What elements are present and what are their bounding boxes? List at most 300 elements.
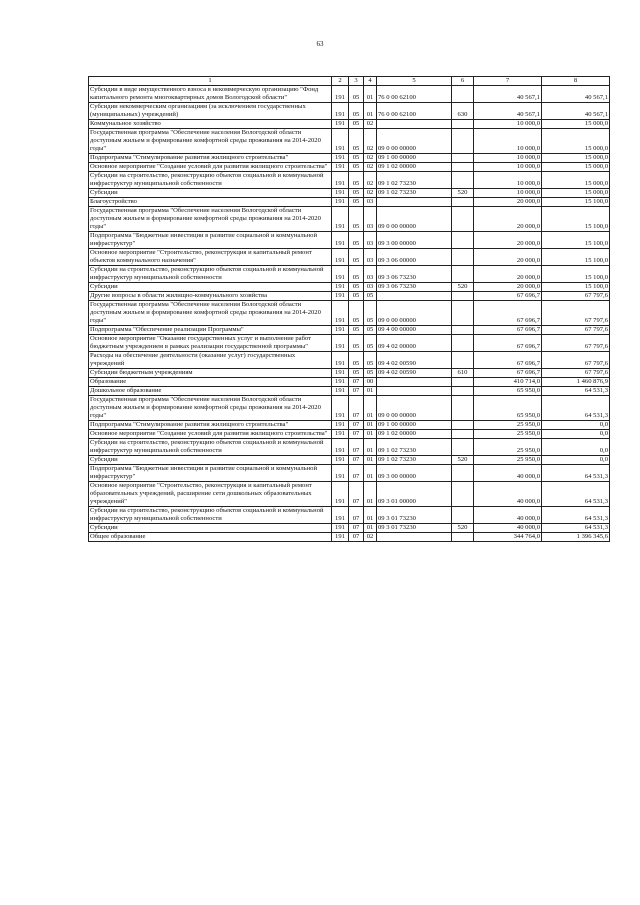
row-name: Основное мероприятие "Создание условий для развития жилищного строительства" [89, 430, 332, 439]
row-name: Другие вопросы в области жилищно-коммунального хозяйства [89, 292, 332, 301]
header-cell: 2 [332, 77, 349, 86]
row-section: 05 [349, 189, 364, 198]
row-grbs: 191 [332, 396, 349, 421]
row-amount-col7: 10 000,0 [474, 120, 542, 129]
row-section: 05 [349, 292, 364, 301]
row-target-article: 09 4 02 00590 [377, 352, 452, 369]
row-section: 05 [349, 335, 364, 352]
row-subsection: 01 [364, 430, 377, 439]
row-amount-col8: 15 100,0 [542, 266, 610, 283]
row-grbs: 191 [332, 120, 349, 129]
row-amount-col8: 0,0 [542, 430, 610, 439]
row-name: Государственная программа "Обеспечение населения Вологодской области доступным жильем и формирование комфортной среды проживания на 2014-2020 годы" [89, 129, 332, 154]
row-subsection: 02 [364, 154, 377, 163]
table-row [89, 172, 610, 189]
row-target-article: 09 3 01 00000 [377, 482, 452, 507]
row-name: Дошкольное образование [89, 387, 332, 396]
row-name: Общее образование [89, 533, 332, 542]
row-subsection: 05 [364, 292, 377, 301]
row-name: Субсидии некоммерческим организациям (за исключением государственных (муниципальных) учреждений) [89, 103, 332, 120]
row-grbs: 191 [332, 439, 349, 456]
row-section: 07 [349, 378, 364, 387]
row-target-article: 09 0 00 00000 [377, 207, 452, 232]
row-amount-col8: 67 797,6 [542, 326, 610, 335]
row-subsection: 01 [364, 482, 377, 507]
row-amount-col8: 67 797,6 [542, 301, 610, 326]
row-expense-type [452, 172, 474, 189]
table-row [89, 301, 610, 326]
row-target-article: 09 3 00 00000 [377, 465, 452, 482]
row-amount-col7: 25 950,0 [474, 439, 542, 456]
row-name: Субсидии на строительство, реконструкцию объектов социальной и коммунальной инфраструктур муниципальной собственности [89, 172, 332, 189]
row-subsection: 05 [364, 301, 377, 326]
table-row [89, 378, 610, 387]
row-name: Субсидии в виде имущественного взноса в некоммерческую организацию "Фонд капитального ремонта многоквартирных домов Вологодской области" [89, 86, 332, 103]
row-amount-col7: 25 950,0 [474, 421, 542, 430]
row-name: Государственная программа "Обеспечение населения Вологодской области доступным жильем и формирование комфортной среды проживания на 2014-2020 годы" [89, 396, 332, 421]
row-grbs: 191 [332, 189, 349, 198]
table-row [89, 283, 610, 292]
row-subsection: 02 [364, 533, 377, 542]
row-amount-col8: 40 567,1 [542, 86, 610, 103]
row-subsection: 01 [364, 421, 377, 430]
row-grbs: 191 [332, 369, 349, 378]
row-subsection: 03 [364, 249, 377, 266]
row-section: 05 [349, 198, 364, 207]
header-cell: 3 [349, 77, 364, 86]
row-grbs: 191 [332, 465, 349, 482]
page-number: 63 [316, 40, 324, 48]
row-amount-col7: 344 764,0 [474, 533, 542, 542]
table-row [89, 292, 610, 301]
row-grbs: 191 [332, 421, 349, 430]
row-amount-col7: 67 696,7 [474, 369, 542, 378]
table-body [89, 77, 610, 542]
row-name: Образование [89, 378, 332, 387]
row-amount-col8: 64 531,3 [542, 482, 610, 507]
row-name: Субсидии бюджетным учреждениям [89, 369, 332, 378]
row-section: 07 [349, 421, 364, 430]
table-row [89, 456, 610, 465]
row-amount-col7: 40 567,1 [474, 103, 542, 120]
row-section: 05 [349, 326, 364, 335]
row-amount-col7: 20 000,0 [474, 232, 542, 249]
row-amount-col7: 67 696,7 [474, 326, 542, 335]
row-target-article: 09 3 01 73230 [377, 524, 452, 533]
row-amount-col7: 20 000,0 [474, 249, 542, 266]
row-grbs: 191 [332, 378, 349, 387]
row-amount-col7: 40 000,0 [474, 524, 542, 533]
table-row [89, 232, 610, 249]
row-target-article: 09 0 00 00000 [377, 396, 452, 421]
row-amount-col8: 15 100,0 [542, 198, 610, 207]
row-grbs: 191 [332, 172, 349, 189]
row-amount-col8: 15 100,0 [542, 283, 610, 292]
table-row [89, 86, 610, 103]
row-subsection: 03 [364, 198, 377, 207]
row-expense-type [452, 86, 474, 103]
row-name: Субсидии [89, 524, 332, 533]
row-expense-type [452, 120, 474, 129]
row-name: Основное мероприятие "Строительство, реконструкция и капитальный ремонт объектов коммунального назначения" [89, 249, 332, 266]
row-expense-type [452, 507, 474, 524]
row-section: 07 [349, 482, 364, 507]
row-subsection: 01 [364, 507, 377, 524]
header-cell: 1 [89, 77, 332, 86]
row-section: 05 [349, 86, 364, 103]
row-expense-type [452, 482, 474, 507]
row-amount-col7: 40 567,1 [474, 86, 542, 103]
row-target-article: 09 1 02 00000 [377, 163, 452, 172]
row-expense-type: 520 [452, 189, 474, 198]
row-target-article: 09 4 00 00000 [377, 326, 452, 335]
row-target-article: 09 1 02 73230 [377, 439, 452, 456]
row-amount-col8: 64 531,3 [542, 507, 610, 524]
header-cell: 6 [452, 77, 474, 86]
row-name: Государственная программа "Обеспечение населения Вологодской области доступным жильем и формирование комфортной среды проживания на 2014-2020 годы" [89, 301, 332, 326]
row-section: 07 [349, 524, 364, 533]
row-subsection: 00 [364, 378, 377, 387]
row-amount-col8: 0,0 [542, 456, 610, 465]
header-cell: 4 [364, 77, 377, 86]
row-grbs: 191 [332, 266, 349, 283]
row-name: Подпрограмма "Обеспечение реализации Программы" [89, 326, 332, 335]
row-subsection: 05 [364, 369, 377, 378]
row-section: 05 [349, 207, 364, 232]
row-expense-type [452, 129, 474, 154]
row-target-article [377, 387, 452, 396]
row-amount-col8: 1 460 876,9 [542, 378, 610, 387]
row-name: Субсидии [89, 189, 332, 198]
table-row [89, 387, 610, 396]
table-row [89, 249, 610, 266]
row-target-article: 09 3 06 73230 [377, 283, 452, 292]
budget-table [88, 76, 610, 542]
row-name: Расходы на обеспечение деятельности (оказание услуг) государственных учреждений [89, 352, 332, 369]
row-subsection: 05 [364, 326, 377, 335]
row-section: 07 [349, 533, 364, 542]
row-amount-col7: 410 714,0 [474, 378, 542, 387]
row-name: Субсидии на строительство, реконструкцию объектов социальной и коммунальной инфраструктур муниципальной собственности [89, 439, 332, 456]
row-name: Субсидии на строительство, реконструкцию объектов социальной и коммунальной инфраструктур муниципальной собственности [89, 507, 332, 524]
row-section: 05 [349, 369, 364, 378]
row-amount-col8: 0,0 [542, 439, 610, 456]
row-target-article: 09 1 00 00000 [377, 421, 452, 430]
table-row [89, 533, 610, 542]
row-amount-col8: 15 000,0 [542, 189, 610, 198]
row-subsection: 05 [364, 335, 377, 352]
row-subsection: 05 [364, 352, 377, 369]
row-target-article: 09 1 02 73230 [377, 456, 452, 465]
row-amount-col8: 15 000,0 [542, 129, 610, 154]
row-grbs: 191 [332, 207, 349, 232]
row-subsection: 01 [364, 439, 377, 456]
row-amount-col7: 10 000,0 [474, 172, 542, 189]
row-grbs: 191 [332, 352, 349, 369]
row-name: Субсидии на строительство, реконструкцию объектов социальной и коммунальной инфраструктур муниципальной собственности [89, 266, 332, 283]
row-name: Подпрограмма "Бюджетные инвестиции в развитие социальной и коммунальной инфраструктур" [89, 465, 332, 482]
row-amount-col8: 64 531,3 [542, 387, 610, 396]
row-amount-col7: 25 950,0 [474, 430, 542, 439]
row-grbs: 191 [332, 482, 349, 507]
row-expense-type [452, 396, 474, 421]
row-amount-col7: 65 950,0 [474, 396, 542, 421]
row-amount-col8: 40 567,1 [542, 103, 610, 120]
row-target-article: 09 3 06 00000 [377, 249, 452, 266]
row-amount-col7: 20 000,0 [474, 283, 542, 292]
row-grbs: 191 [332, 232, 349, 249]
row-target-article [377, 120, 452, 129]
header-cell: 5 [377, 77, 452, 86]
row-grbs: 191 [332, 524, 349, 533]
row-subsection: 02 [364, 120, 377, 129]
row-target-article: 76 0 00 62100 [377, 103, 452, 120]
row-expense-type [452, 198, 474, 207]
table-row [89, 524, 610, 533]
row-amount-col8: 64 531,3 [542, 396, 610, 421]
row-subsection: 01 [364, 396, 377, 421]
row-expense-type [452, 378, 474, 387]
row-amount-col7: 67 696,7 [474, 335, 542, 352]
row-target-article [377, 533, 452, 542]
row-grbs: 191 [332, 86, 349, 103]
table-row [89, 396, 610, 421]
row-expense-type [452, 421, 474, 430]
row-amount-col8: 1 396 345,6 [542, 533, 610, 542]
row-amount-col8: 67 797,6 [542, 335, 610, 352]
row-expense-type [452, 249, 474, 266]
row-target-article: 09 1 02 73230 [377, 172, 452, 189]
row-amount-col7: 65 950,0 [474, 387, 542, 396]
row-subsection: 03 [364, 232, 377, 249]
row-amount-col7: 10 000,0 [474, 189, 542, 198]
row-subsection: 01 [364, 387, 377, 396]
row-grbs: 191 [332, 129, 349, 154]
table-row [89, 120, 610, 129]
table-row [89, 163, 610, 172]
row-section: 07 [349, 456, 364, 465]
header-cell: 8 [542, 77, 610, 86]
row-target-article: 76 0 00 62100 [377, 86, 452, 103]
row-amount-col7: 67 696,7 [474, 301, 542, 326]
row-name: Благоустройство [89, 198, 332, 207]
table-row [89, 198, 610, 207]
table-row [89, 335, 610, 352]
row-section: 05 [349, 120, 364, 129]
row-subsection: 01 [364, 465, 377, 482]
row-subsection: 02 [364, 189, 377, 198]
table-row [89, 430, 610, 439]
row-amount-col8: 0,0 [542, 421, 610, 430]
row-section: 07 [349, 507, 364, 524]
row-grbs: 191 [332, 507, 349, 524]
row-grbs: 191 [332, 292, 349, 301]
table-row [89, 154, 610, 163]
row-subsection: 01 [364, 86, 377, 103]
row-grbs: 191 [332, 198, 349, 207]
table-row [89, 207, 610, 232]
row-expense-type [452, 430, 474, 439]
row-section: 05 [349, 129, 364, 154]
row-subsection: 01 [364, 456, 377, 465]
row-subsection: 01 [364, 103, 377, 120]
row-target-article: 09 3 06 73230 [377, 266, 452, 283]
row-name: Подпрограмма "Стимулирование развития жилищного строительства" [89, 421, 332, 430]
row-expense-type [452, 232, 474, 249]
row-amount-col8: 67 797,6 [542, 369, 610, 378]
row-section: 07 [349, 439, 364, 456]
row-amount-col7: 10 000,0 [474, 154, 542, 163]
row-target-article: 09 0 00 00000 [377, 129, 452, 154]
row-subsection: 03 [364, 207, 377, 232]
row-section: 07 [349, 465, 364, 482]
row-grbs: 191 [332, 335, 349, 352]
row-target-article: 09 1 02 73230 [377, 189, 452, 198]
row-expense-type [452, 163, 474, 172]
table-row [89, 507, 610, 524]
row-grbs: 191 [332, 326, 349, 335]
row-name: Подпрограмма "Стимулирование развития жилищного строительства" [89, 154, 332, 163]
row-grbs: 191 [332, 456, 349, 465]
row-amount-col8: 15 100,0 [542, 207, 610, 232]
table-row [89, 266, 610, 283]
row-expense-type [452, 292, 474, 301]
row-name: Основное мероприятие "Создание условий для развития жилищного строительства" [89, 163, 332, 172]
row-expense-type [452, 352, 474, 369]
row-name: Основное мероприятие "Строительство, реконструкция и капитальный ремонт образовательных учреждений, расширение сети дошкольных образовательных учреждений" [89, 482, 332, 507]
row-section: 05 [349, 172, 364, 189]
table-row [89, 352, 610, 369]
table-header-row [89, 77, 610, 86]
row-target-article: 09 3 00 00000 [377, 232, 452, 249]
row-section: 05 [349, 154, 364, 163]
row-section: 05 [349, 249, 364, 266]
table-row [89, 129, 610, 154]
row-section: 05 [349, 163, 364, 172]
row-expense-type: 610 [452, 369, 474, 378]
row-amount-col7: 67 696,7 [474, 292, 542, 301]
row-grbs: 191 [332, 533, 349, 542]
row-amount-col7: 10 000,0 [474, 129, 542, 154]
row-target-article [377, 378, 452, 387]
row-expense-type [452, 387, 474, 396]
table-row [89, 103, 610, 120]
row-amount-col7: 25 950,0 [474, 456, 542, 465]
row-expense-type: 520 [452, 524, 474, 533]
row-section: 05 [349, 283, 364, 292]
row-grbs: 191 [332, 430, 349, 439]
row-target-article: 09 3 01 73230 [377, 507, 452, 524]
row-amount-col8: 67 797,6 [542, 292, 610, 301]
row-subsection: 02 [364, 172, 377, 189]
header-cell: 7 [474, 77, 542, 86]
row-amount-col7: 40 000,0 [474, 465, 542, 482]
row-target-article [377, 292, 452, 301]
row-subsection: 01 [364, 524, 377, 533]
row-target-article [377, 198, 452, 207]
row-amount-col8: 64 531,3 [542, 465, 610, 482]
row-amount-col8: 67 797,6 [542, 352, 610, 369]
row-amount-col8: 15 000,0 [542, 163, 610, 172]
row-grbs: 191 [332, 249, 349, 266]
row-section: 05 [349, 301, 364, 326]
row-target-article: 09 0 00 00000 [377, 301, 452, 326]
row-section: 05 [349, 232, 364, 249]
row-subsection: 03 [364, 283, 377, 292]
row-amount-col8: 15 100,0 [542, 232, 610, 249]
row-expense-type [452, 207, 474, 232]
row-target-article: 09 1 00 00000 [377, 154, 452, 163]
row-grbs: 191 [332, 103, 349, 120]
table-row [89, 439, 610, 456]
row-target-article: 09 4 02 00590 [377, 369, 452, 378]
row-amount-col8: 15 000,0 [542, 172, 610, 189]
row-expense-type [452, 301, 474, 326]
row-section: 07 [349, 387, 364, 396]
row-section: 05 [349, 352, 364, 369]
row-amount-col7: 20 000,0 [474, 198, 542, 207]
row-amount-col7: 40 000,0 [474, 507, 542, 524]
row-expense-type [452, 266, 474, 283]
row-subsection: 03 [364, 266, 377, 283]
row-amount-col8: 15 100,0 [542, 249, 610, 266]
row-name: Основное мероприятие "Оказание государственных услуг и выполнение работ бюджетным учреждением в рамках реализации государственной программы" [89, 335, 332, 352]
row-expense-type: 520 [452, 283, 474, 292]
row-grbs: 191 [332, 163, 349, 172]
row-name: Субсидии [89, 283, 332, 292]
row-grbs: 191 [332, 387, 349, 396]
row-amount-col8: 64 531,3 [542, 524, 610, 533]
row-name: Подпрограмма "Бюджетные инвестиции в развитие социальной и коммунальной инфраструктур" [89, 232, 332, 249]
table-row [89, 482, 610, 507]
row-grbs: 191 [332, 154, 349, 163]
row-subsection: 02 [364, 163, 377, 172]
row-amount-col7: 20 000,0 [474, 266, 542, 283]
row-expense-type [452, 154, 474, 163]
row-name: Государственная программа "Обеспечение населения Вологодской области доступным жильем и формирование комфортной среды проживания на 2014-2020 годы" [89, 207, 332, 232]
row-section: 05 [349, 103, 364, 120]
row-expense-type: 630 [452, 103, 474, 120]
table-row [89, 326, 610, 335]
row-expense-type [452, 326, 474, 335]
row-name: Субсидии [89, 456, 332, 465]
row-amount-col7: 67 696,7 [474, 352, 542, 369]
row-amount-col7: 10 000,0 [474, 163, 542, 172]
row-section: 07 [349, 430, 364, 439]
row-target-article: 09 4 02 00000 [377, 335, 452, 352]
table-row [89, 369, 610, 378]
row-grbs: 191 [332, 283, 349, 292]
row-section: 05 [349, 266, 364, 283]
row-expense-type [452, 465, 474, 482]
table-row [89, 189, 610, 198]
row-amount-col8: 15 000,0 [542, 154, 610, 163]
row-expense-type [452, 439, 474, 456]
row-section: 07 [349, 396, 364, 421]
row-subsection: 02 [364, 129, 377, 154]
row-amount-col7: 40 000,0 [474, 482, 542, 507]
row-name: Коммунальное хозяйство [89, 120, 332, 129]
row-expense-type [452, 533, 474, 542]
row-amount-col8: 15 000,0 [542, 120, 610, 129]
row-expense-type: 520 [452, 456, 474, 465]
row-target-article: 09 1 02 00000 [377, 430, 452, 439]
table-row [89, 421, 610, 430]
row-grbs: 191 [332, 301, 349, 326]
row-expense-type [452, 335, 474, 352]
table-row [89, 465, 610, 482]
row-amount-col7: 20 000,0 [474, 207, 542, 232]
